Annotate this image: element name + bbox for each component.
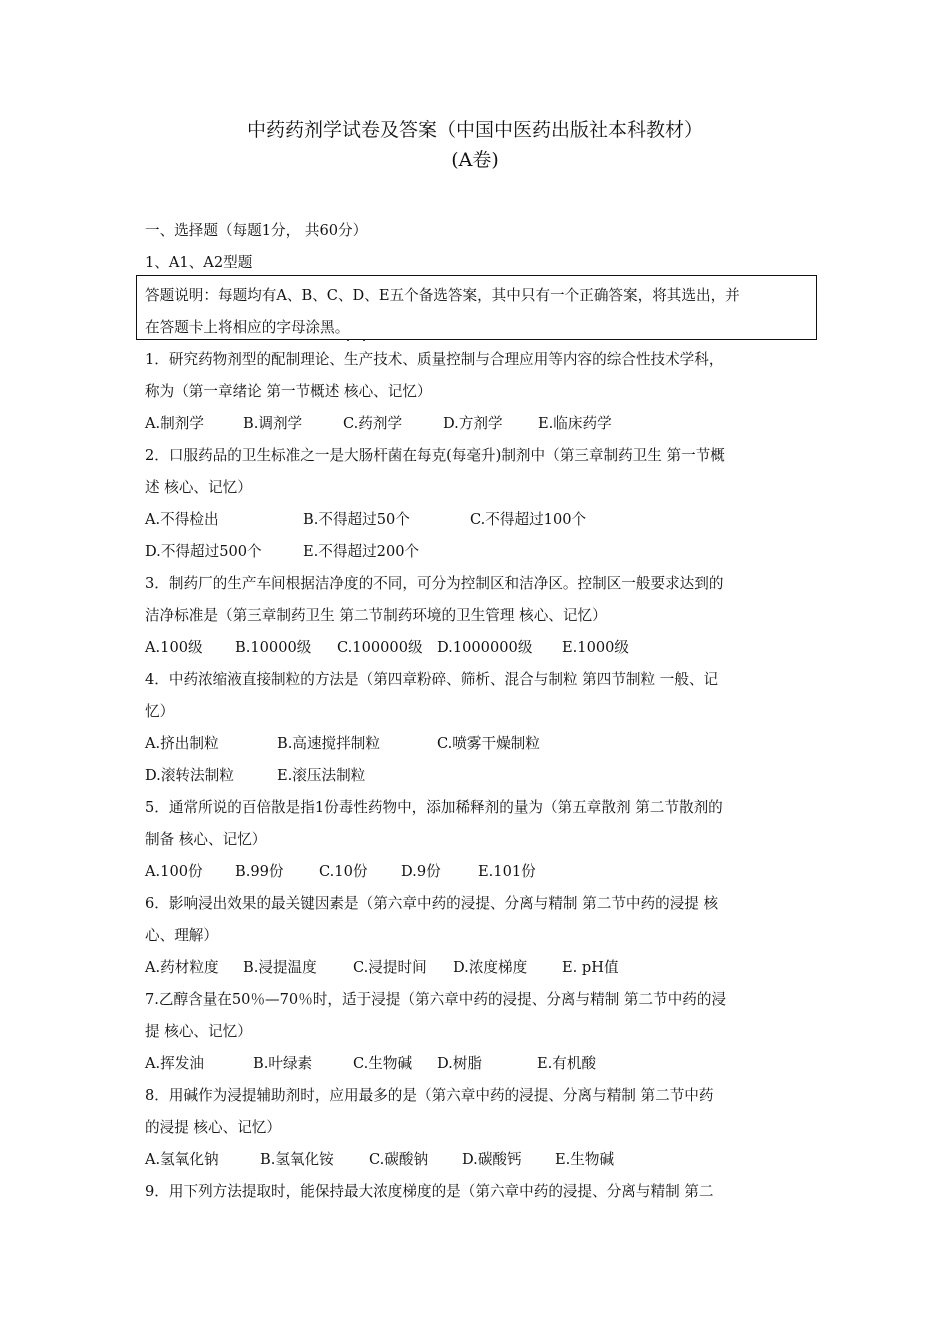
answer-option: E.滚压法制粒: [277, 767, 366, 784]
question-text: 述 核心、记忆）: [145, 479, 252, 496]
question-text: 称为（第一章绪论 第一节概述 核心、记忆）: [145, 383, 432, 400]
answer-option: A.药材粒度: [145, 959, 219, 976]
answer-option: B.叶绿素: [253, 1055, 313, 1072]
answer-option: C.生物碱: [353, 1055, 413, 1072]
answer-option: C.浸提时间: [353, 959, 427, 976]
answer-option: C.100000级: [337, 639, 423, 656]
question-text: 提 核心、记忆）: [145, 1023, 252, 1040]
answer-option: A.制剂学: [145, 415, 204, 432]
question-text: 心、理解）: [145, 927, 218, 944]
answer-option: B.调剂学: [243, 415, 303, 432]
answer-option: C.10份: [319, 863, 368, 880]
question-text: 2．口服药品的卫生标准之一是大肠杆菌在每克(每毫升)制剂中（第三章制药卫生 第一节概: [145, 447, 725, 464]
answer-option: C.药剂学: [343, 415, 403, 432]
answer-option: E.生物碱: [555, 1151, 615, 1168]
section-heading: 一、选择题（每题1分， 共60分）: [145, 222, 368, 239]
answer-option: B.不得超过50个: [303, 511, 410, 528]
instruction-line: 答题说明：每题均有A、B、C、D、E五个备选答案，其中只有一个正确答案，将其选出，并: [145, 287, 740, 304]
question-text: 3．制药厂的生产车间根据洁净度的不同，可分为控制区和洁净区。控制区一般要求达到的: [145, 575, 724, 592]
answer-option: A.100级: [145, 639, 203, 656]
question-text: 5．通常所说的百倍散是指1份毒性药物中，添加稀释剂的量为（第五章散剂 第二节散剂的: [145, 799, 723, 816]
answer-option: D.9份: [401, 863, 441, 880]
answer-option: B.10000级: [235, 639, 312, 656]
answer-option: D.方剂学: [443, 415, 503, 432]
answer-option: C.不得超过100个: [470, 511, 587, 528]
answer-option: E.101份: [478, 863, 536, 880]
question-text: 洁净标准是（第三章制药卫生 第二节制药环境的卫生管理 核心、记忆）: [145, 607, 607, 624]
question-text: 的浸提 核心、记忆）: [145, 1119, 281, 1136]
answer-option: B.高速搅拌制粒: [277, 735, 380, 752]
answer-option: E.不得超过200个: [303, 543, 420, 560]
answer-option: D.滚转法制粒: [145, 767, 234, 784]
subsection-heading: 1、A1、A2型题: [145, 254, 253, 271]
answer-option: E.1000级: [562, 639, 630, 656]
emphasis-dot: [363, 339, 365, 341]
answer-option: E.临床药学: [538, 415, 612, 432]
question-text: 7.乙醇含量在50％—70％时，适于浸提（第六章中药的浸提、分离与精制 第二节中药的浸: [145, 991, 727, 1008]
answer-option: B.浸提温度: [243, 959, 317, 976]
answer-option: E. pH值: [562, 959, 619, 976]
answer-option: A.挥发油: [145, 1055, 204, 1072]
answer-option: D.浓度梯度: [453, 959, 528, 976]
answer-option: B.氢氧化铵: [260, 1151, 334, 1168]
answer-option: A.氢氧化钠: [145, 1151, 219, 1168]
question-text: 1．研究药物剂型的配制理论、生产技术、质量控制与合理应用等内容的综合性技术学科，: [145, 351, 724, 368]
question-text: 6．影响浸出效果的最关键因素是（第六章中药的浸提、分离与精制 第二节中药的浸提 核: [145, 895, 719, 912]
document-title: 中药药剂学试卷及答案（中国中医药出版社本科教材）: [246, 119, 703, 141]
question-text: 9．用下列方法提取时，能保持最大浓度梯度的是（第六章中药的浸提、分离与精制 第二: [145, 1183, 714, 1200]
answer-option: D.树脂: [437, 1055, 483, 1072]
instruction-line: 在答题卡上将相应的字母涂黑。: [145, 319, 350, 336]
question-text: 4．中药浓缩液直接制粒的方法是（第四章粉碎、筛析、混合与制粒 第四节制粒 一般、记: [145, 671, 719, 688]
answer-option: A.挤出制粒: [145, 735, 219, 752]
question-text: 制备 核心、记忆）: [145, 831, 267, 848]
answer-option: C.喷雾干燥制粒: [437, 735, 540, 752]
document-subtitle: (A卷): [451, 149, 499, 171]
answer-option: D.碳酸钙: [462, 1151, 522, 1168]
emphasis-dot: [347, 339, 349, 341]
answer-option: A.不得检出: [145, 511, 219, 528]
answer-option: D.1000000级: [437, 639, 533, 656]
answer-option: E.有机酸: [537, 1055, 597, 1072]
answer-option: D.不得超过500个: [145, 543, 262, 560]
question-text: 8．用碱作为浸提辅助剂时，应用最多的是（第六章中药的浸提、分离与精制 第二节中药: [145, 1087, 714, 1104]
answer-option: B.99份: [235, 863, 284, 880]
question-text: 忆）: [145, 703, 175, 720]
answer-option: A.100份: [145, 863, 203, 880]
answer-option: C.碳酸钠: [369, 1151, 429, 1168]
